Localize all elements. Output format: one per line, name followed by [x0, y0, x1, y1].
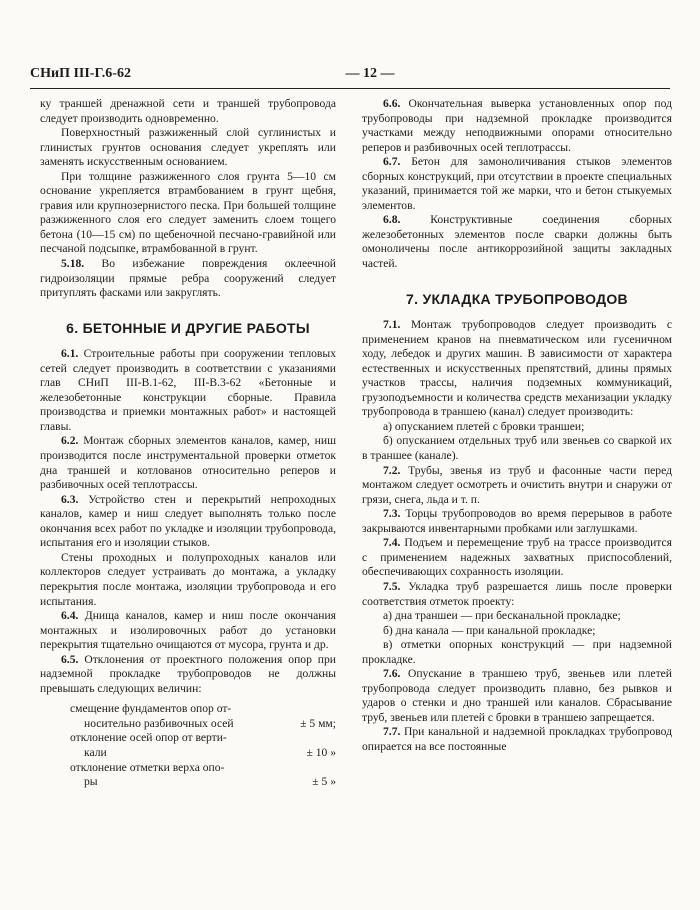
- tolerance-label: носительно разбивочных осей: [84, 716, 234, 730]
- clause-7-1: [362, 318, 672, 420]
- clause-text: Строительные работы при сооружении тепловых сетей следует производить в соответствии с указаниями глав СНиП III-В.1-62, III-В.3-62 «Бетонные и железобетонные конструкции сборные. Правила производства и приемки монтажных работ» и настоящей главы.: [40, 347, 336, 433]
- clause-text: Укладка труб разрешается лишь после проверки соответствия отметок проекту:: [362, 579, 672, 608]
- clause-number: 6.6.: [383, 97, 401, 110]
- clause-7-7: [362, 725, 672, 754]
- list-item-a: а) опусканием плетей с бровки траншеи;: [383, 419, 585, 433]
- page-number: — 12 —: [345, 66, 395, 81]
- paragraph: При толщине разжиженного слоя грунта 5—10 см основание укрепляется втрамбованием в грунт щебня, гравия или крупнозернистого песка. При большей толщине разжиженного слоя его следует заменить слоем тощего бетона (10—15 см) по щебеночной песчано-гравийной или песчаной подсыпке, втрамбованной в грунт.: [40, 169, 336, 256]
- list-item-c: в) отметки опорных конструкций — при надземной прокладке.: [362, 638, 672, 666]
- tolerance-value: ± 5 »: [312, 775, 336, 789]
- tolerance-value: ± 10 »: [306, 745, 336, 759]
- clause-text: Подъем и перемещение труб на трассе производится с применением надежных захватных приспособлений, обеспечивающих сохранность изоляции.: [362, 536, 672, 579]
- clause-text: Устройство стен и перекрытий непроходных каналов, камер и ниш следует выполнять только после окончания всех работ по укладке и изоляции трубопровода, испытания его и изоляции стыков.: [40, 492, 336, 550]
- tolerance-label: кали: [84, 745, 107, 759]
- document-code: СНиП III-Г.6-62: [30, 66, 131, 81]
- clause-6-4: [40, 609, 336, 653]
- clause-7-5: [362, 580, 672, 609]
- clause-number: 6.1.: [61, 347, 79, 361]
- clause-text: Конструктивные соединения сборных железобетонных элементов после сварки должны быть омоноличены после антикоррозийной защиты закладных частей.: [362, 213, 672, 271]
- paragraph-continuation: ку траншей дренажной сети и траншей трубопровода следует производить одновременно.: [40, 97, 336, 125]
- list-item-b: б) дна канала — при канальной прокладке;: [383, 623, 596, 637]
- clause-text: Во избежание повреждения оклеечной гидроизоляции прямые ребра сооружений следует притуплять фасками или закруглять.: [40, 257, 336, 300]
- right-column: [362, 97, 672, 755]
- left-column: [40, 97, 336, 790]
- tolerance-list: [40, 702, 336, 789]
- clause-5-18: [40, 257, 336, 301]
- paragraph: Поверхностный разжиженный слой суглинистых и глинистых грунтов основания следует укреплять или заменять искусственным основанием.: [40, 126, 336, 169]
- clause-6-7: [362, 155, 672, 213]
- tolerance-row: [40, 731, 336, 746]
- clause-number: 6.4.: [61, 609, 79, 623]
- clause-6-5: [40, 653, 336, 697]
- clause-text: При канальной и надземной прокладках трубопровод опирается на все постоянные: [362, 725, 672, 753]
- clause-7-3: [362, 507, 672, 536]
- clause-text: Днища каналов, камер и ниш после окончания монтажных и изолировочных работ до установки перекрытия тщательно очищаются от мусора, грунта и др.: [40, 609, 336, 652]
- clause-7-4: [362, 536, 672, 580]
- tolerance-label: отклонение осей опор от верти-: [70, 731, 227, 745]
- page-header: [30, 66, 670, 88]
- clause-text: Монтаж трубопроводов следует производить с применением кранов на пневматическом или гусеничном ходу, лебедок и других машин. В зависимости от характера естественных и искусственных препятствий, длины прямых участков трассы, наличия подземных коммуникаций, грузоподъемности и количества средств механизации укладку трубопровода в траншею (канал) следует производить:: [362, 318, 672, 419]
- paragraph: Стены проходных и полупроходных каналов или коллекторов следует устраивать до монтажа, а укладку перекрытия после монтажа, изоляции трубопровода и его испытания.: [40, 550, 336, 608]
- clause-number: 5.18.: [61, 257, 85, 271]
- tolerance-row: [40, 717, 336, 732]
- clause-number: 6.8.: [383, 213, 401, 227]
- tolerance-label: ры: [84, 775, 98, 789]
- clause-number: 7.7.: [383, 725, 401, 739]
- clause-text: Окончательная выверка установленных опор под трубопроводы при надземной прокладке производится участками между неподвижными опорами относительно реперов и разбивочных осей теплотрассы.: [362, 97, 672, 154]
- clause-number: 6.7.: [383, 155, 401, 169]
- clause-number: 6.5.: [61, 652, 79, 666]
- tolerance-row: [40, 702, 336, 717]
- clause-6-3: [40, 493, 336, 551]
- tolerance-label: смещение фундаментов опор от-: [70, 702, 232, 716]
- clause-6-1: [40, 347, 336, 434]
- section-7-title: 7. УКЛАДКА ТРУБОПРОВОДОВ: [406, 290, 628, 307]
- tolerance-value: ± 5 мм;: [300, 716, 336, 730]
- tolerance-label: отклонение отметки верха опо-: [70, 760, 225, 774]
- tolerance-row: [40, 746, 336, 761]
- clause-number: 7.4.: [383, 536, 401, 550]
- clause-number: 7.6.: [383, 667, 401, 681]
- header-rule: [30, 88, 670, 89]
- clause-number: 6.2.: [61, 434, 79, 448]
- clause-7-6: [362, 667, 672, 725]
- clause-number: 6.3.: [61, 492, 79, 506]
- clause-text: Опускание в траншею труб, звеньев или плетей трубопровода следует производить плавно, без рывков и ударов о стенки и дно траншей или каналов. Сбрасывание труб, звеньев или плетей с бровки в траншею запрещается.: [362, 667, 672, 724]
- clause-text: Монтаж сборных элементов каналов, камер, ниш производится после инструментальной проверки отметок дна траншей и котлованов относительно реперов и разбивочных осей теплотрассы.: [40, 434, 336, 492]
- clause-number: 7.3.: [383, 507, 401, 521]
- section-6-title: 6. БЕТОННЫЕ И ДРУГИЕ РАБОТЫ: [66, 319, 310, 336]
- list-item-b: б) опусканием отдельных труб или звеньев со сваркой их в траншее (канале).: [362, 434, 672, 463]
- clause-number: 7.5.: [383, 579, 401, 593]
- clause-6-6: [362, 97, 672, 155]
- clause-text: Трубы, звенья из труб и фасонные части перед монтажом следует осмотреть и очистить внутри и снаружи от грязи, снега, льда и т. п.: [362, 463, 672, 506]
- clause-text: Торцы трубопроводов во время перерывов в работе закрываются инвентарными пробками или заглушками.: [362, 507, 672, 535]
- clause-text: Бетон для замоноличивания стыков элементов сборных конструкций, при отсутствии в проекте специальных указаний, принимается той же марки, что и бетон стыкуемых элементов.: [362, 155, 672, 212]
- clause-number: 7.2.: [383, 463, 401, 477]
- clause-6-8: [362, 213, 672, 271]
- tolerance-row: [40, 775, 336, 790]
- tolerance-row: [40, 761, 336, 776]
- clause-number: 7.1.: [383, 318, 401, 332]
- clause-6-2: [40, 434, 336, 492]
- list-item-a: а) дна траншеи — при бесканальной прокладке;: [383, 609, 621, 623]
- clause-7-2: [362, 464, 672, 508]
- clause-text: Отклонения от проектного положения опор при надземной прокладке трубопроводов не должны превышать следующих величин:: [40, 652, 336, 695]
